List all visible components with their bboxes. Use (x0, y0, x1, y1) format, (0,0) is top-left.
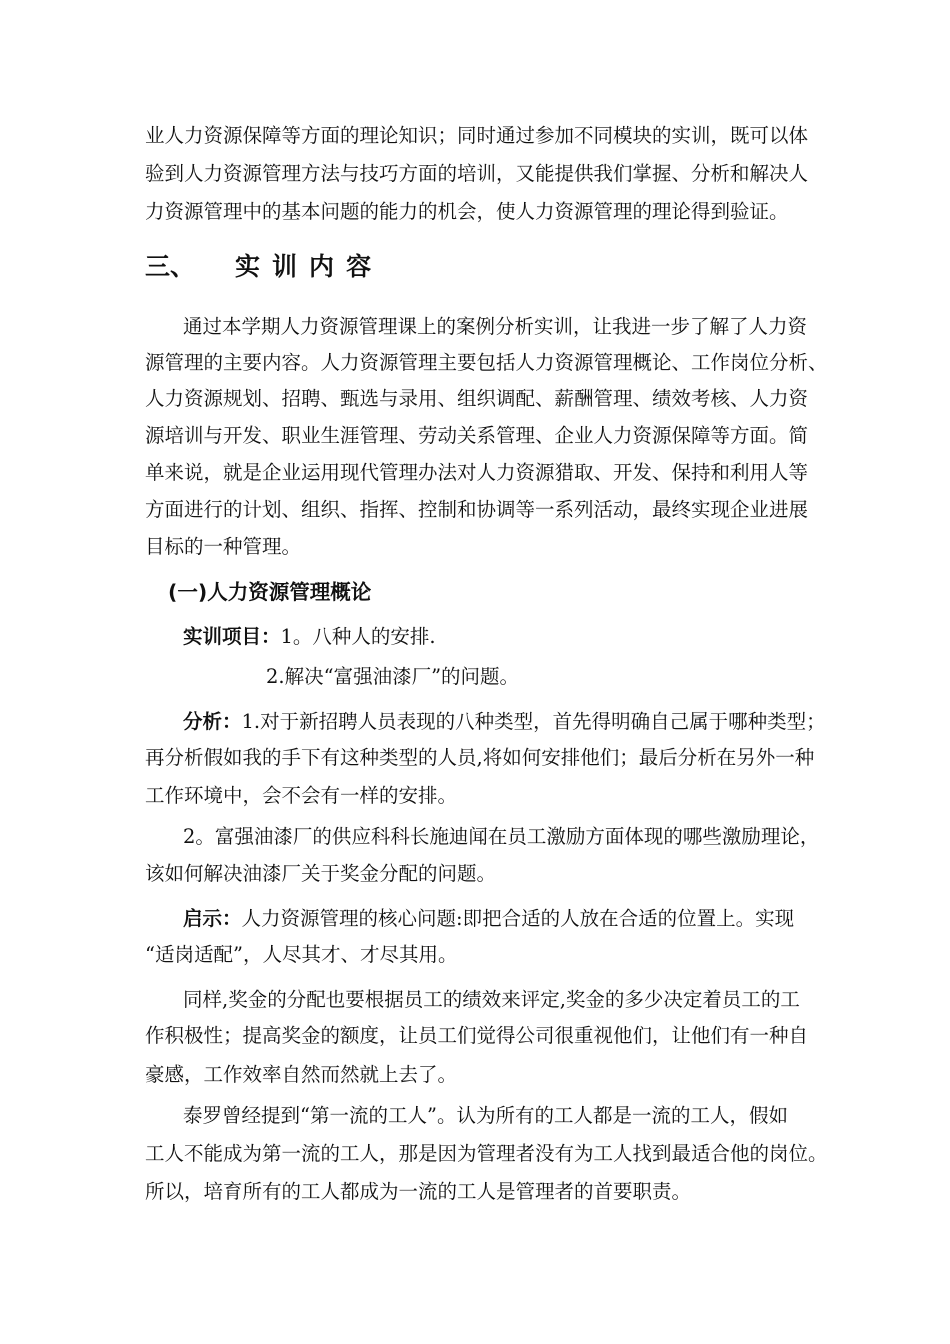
text-line: “适岗适配”，人尽其才、才尽其用。 (145, 943, 458, 966)
section-title-char: 训 (272, 252, 298, 281)
text-line: 单来说，就是企业运用现代管理办法对人力资源猎取、开发、保持和利用人等 (145, 461, 809, 484)
text-line: 工作环境中，会不会有一样的安排。 (145, 784, 458, 807)
section-title-char: 容 (346, 252, 372, 281)
insight-label: 启示： (183, 907, 242, 930)
text-line: 业人力资源保障等方面的理论知识；同时通过参加不同模块的实训，既可以体 (145, 124, 809, 147)
text-line: 通过本学期人力资源管理课上的案例分析实训，让我进一步了解了人力资 (183, 315, 808, 338)
section-title-char: 实 (235, 252, 261, 281)
text-line: 工人不能成为第一流的工人，那是因为管理者没有为工人找到最适合他的岗位。 (145, 1142, 828, 1165)
section-number: 三、 (145, 252, 196, 281)
text-line: 目标的一种管理。 (145, 535, 302, 558)
text-line: 再分析假如我的手下有这种类型的人员,将如何安排他们；最后分析在另外一种 (145, 746, 815, 769)
section-title-char: 内 (309, 252, 335, 281)
text-line: 验到人力资源管理方法与技巧方面的培训，又能提供我们掌握、分析和解决人 (145, 162, 809, 185)
text-line: 豪感，工作效率自然而然就上去了。 (145, 1063, 458, 1086)
text-line: 人力资源规划、招聘、甄选与录用、组织调配、薪酬管理、绩效考核、人力资 (145, 387, 809, 410)
project-line (183, 624, 436, 650)
text-line: 所以，培育所有的工人都成为一流的工人是管理者的首要职责。 (145, 1180, 692, 1203)
text-line: 源培训与开发、职业生涯管理、劳动关系管理、企业人力资源保障等方面。简 (145, 424, 809, 447)
analysis-line (183, 709, 826, 735)
text-line: 2。富强油漆厂的供应科科长施迪闻在员工激励方面体现的哪些激励理论， (183, 825, 820, 848)
text-line: 源管理的主要内容。人力资源管理主要包括人力资源管理概论、工作岗位分析、 (145, 351, 828, 374)
analysis-text: 1.对于新招聘人员表现的八种类型，首先得明确自己属于哪种类型； (241, 710, 826, 733)
text-line: 力资源管理中的基本问题的能力的机会，使人力资源管理的理论得到验证。 (145, 200, 789, 223)
project-item: 2.解决“富强油漆厂”的问题。 (266, 665, 520, 688)
project-item: 1。八种人的安排. (280, 625, 436, 648)
project-label: 实训项目： (183, 625, 281, 648)
text-line: 方面进行的计划、组织、指挥、控制和协调等一系列活动，最终实现企业进展 (145, 498, 809, 521)
text-line: 该如何解决油漆厂关于奖金分配的问题。 (145, 862, 497, 885)
text-line: 泰罗曾经提到“第一流的工人”。认为所有的工人都是一流的工人，假如 (183, 1104, 788, 1127)
text-line: 作积极性；提高奖金的额度，让员工们觉得公司很重视他们，让他们有一种自 (145, 1024, 809, 1047)
subsection-heading: (一)人力资源管理概论 (168, 580, 372, 604)
section-heading (145, 250, 383, 284)
analysis-label: 分析： (183, 710, 242, 733)
insight-text: 人力资源管理的核心问题:即把合适的人放在合适的位置上。实现 (241, 907, 795, 930)
text-line: 同样,奖金的分配也要根据员工的绩效来评定,奖金的多少决定着员工的工 (183, 988, 800, 1011)
insight-line (183, 906, 794, 932)
